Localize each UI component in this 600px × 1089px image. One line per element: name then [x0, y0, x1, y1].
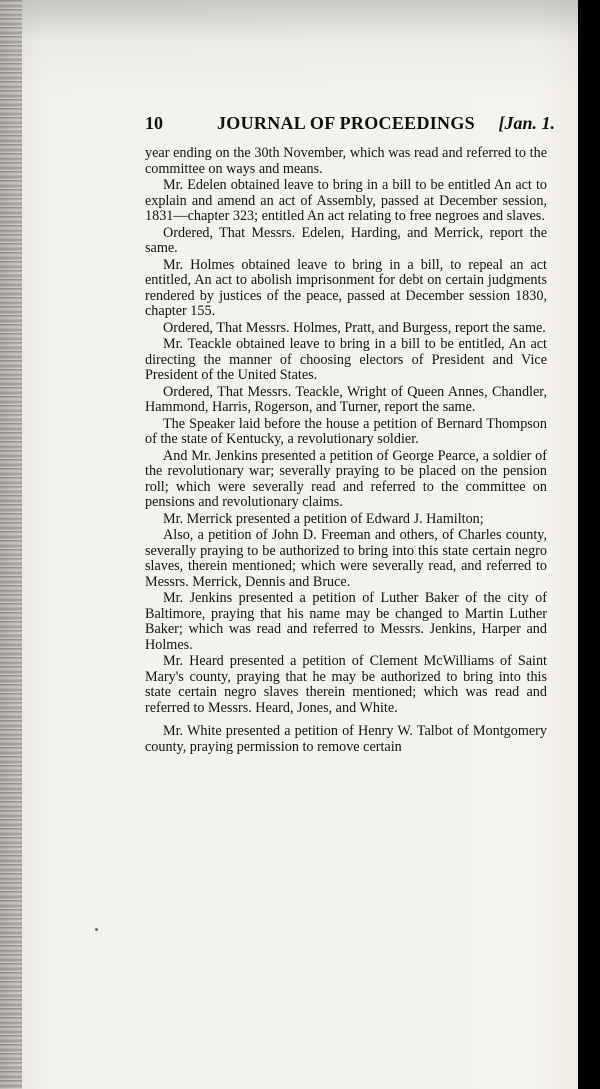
ink-speck — [95, 928, 98, 931]
paragraph: Mr. White presented a petition of Henry W. Talbot of Montgomery county, praying permission to remove certain — [145, 723, 547, 755]
paragraph: Mr. Merrick presented a petition of Edward J. Hamilton; — [163, 510, 484, 527]
paragraph: Ordered, That Messrs. Teackle, Wright of Queen Annes, Chandler, Hammond, Harris, Rogerson, and Turner, report the same. — [145, 383, 547, 415]
paragraph: Ordered, That Messrs. Holmes, Pratt, and Burgess, report the same. — [163, 319, 546, 336]
paragraph: Mr. Edelen obtained leave to bring in a bill to be entitled An act to explain and amend an act of Assembly, passed at December session, 1831—chapter 323; entitled An act relating to free negroes and slaves. — [145, 177, 547, 224]
paragraph: And Mr. Jenkins presented a petition of George Pearce, a soldier of the revolutionary war; severally praying to be placed on the pension roll; which were severally read and referred to the committee on pensions and revolutionary claims. — [145, 447, 547, 510]
binding-gutter — [0, 0, 22, 1089]
header-date: [Jan. 1. — [498, 113, 555, 133]
page-top-shadow — [22, 0, 578, 95]
paragraph: Mr. Jenkins presented a petition of Luther Baker of the city of Baltimore, praying that his name may be changed to Martin Luther Baker; which was read and referred to Messrs. Jenkins, Harper and Holmes. — [145, 590, 547, 653]
page-number: 10 — [145, 113, 163, 133]
journal-body — [145, 146, 547, 756]
paragraph: Mr. Teackle obtained leave to bring in a bill to be entitled, An act directing the manner of choosing electors of President and Vice President of the United States. — [145, 336, 547, 383]
paragraph: year ending on the 30th November, which was read and referred to the committee on ways and means. — [145, 145, 547, 177]
paragraph: Also, a petition of John D. Freeman and others, of Charles county, severally praying to be authorized to bring into this state certain negro slaves, therein mentioned; which were severally read, and referred to Messrs. Merrick, Dennis and Bruce. — [145, 527, 547, 590]
paragraph: Ordered, That Messrs. Edelen, Harding, and Merrick, report the same. — [145, 224, 547, 256]
paragraph: The Speaker laid before the house a petition of Bernard Thompson of the state of Kentucky, a revolutionary soldier. — [145, 415, 547, 447]
paragraph: Mr. Heard presented a petition of Clement McWilliams of Saint Mary's county, praying that he may be authorized to bring into this state certain negro slaves therein mentioned; which was read and referred to Messrs. Heard, Jones, and White. — [145, 653, 547, 716]
paragraph: Mr. Holmes obtained leave to bring in a bill, to repeal an act entitled, An act to abolish imprisonment for debt on certain judgments rendered by justices of the peace, passed at December session 1830, chapter 155. — [145, 256, 547, 319]
running-header — [145, 113, 555, 137]
journal-title: JOURNAL OF PROCEEDINGS — [217, 113, 475, 133]
